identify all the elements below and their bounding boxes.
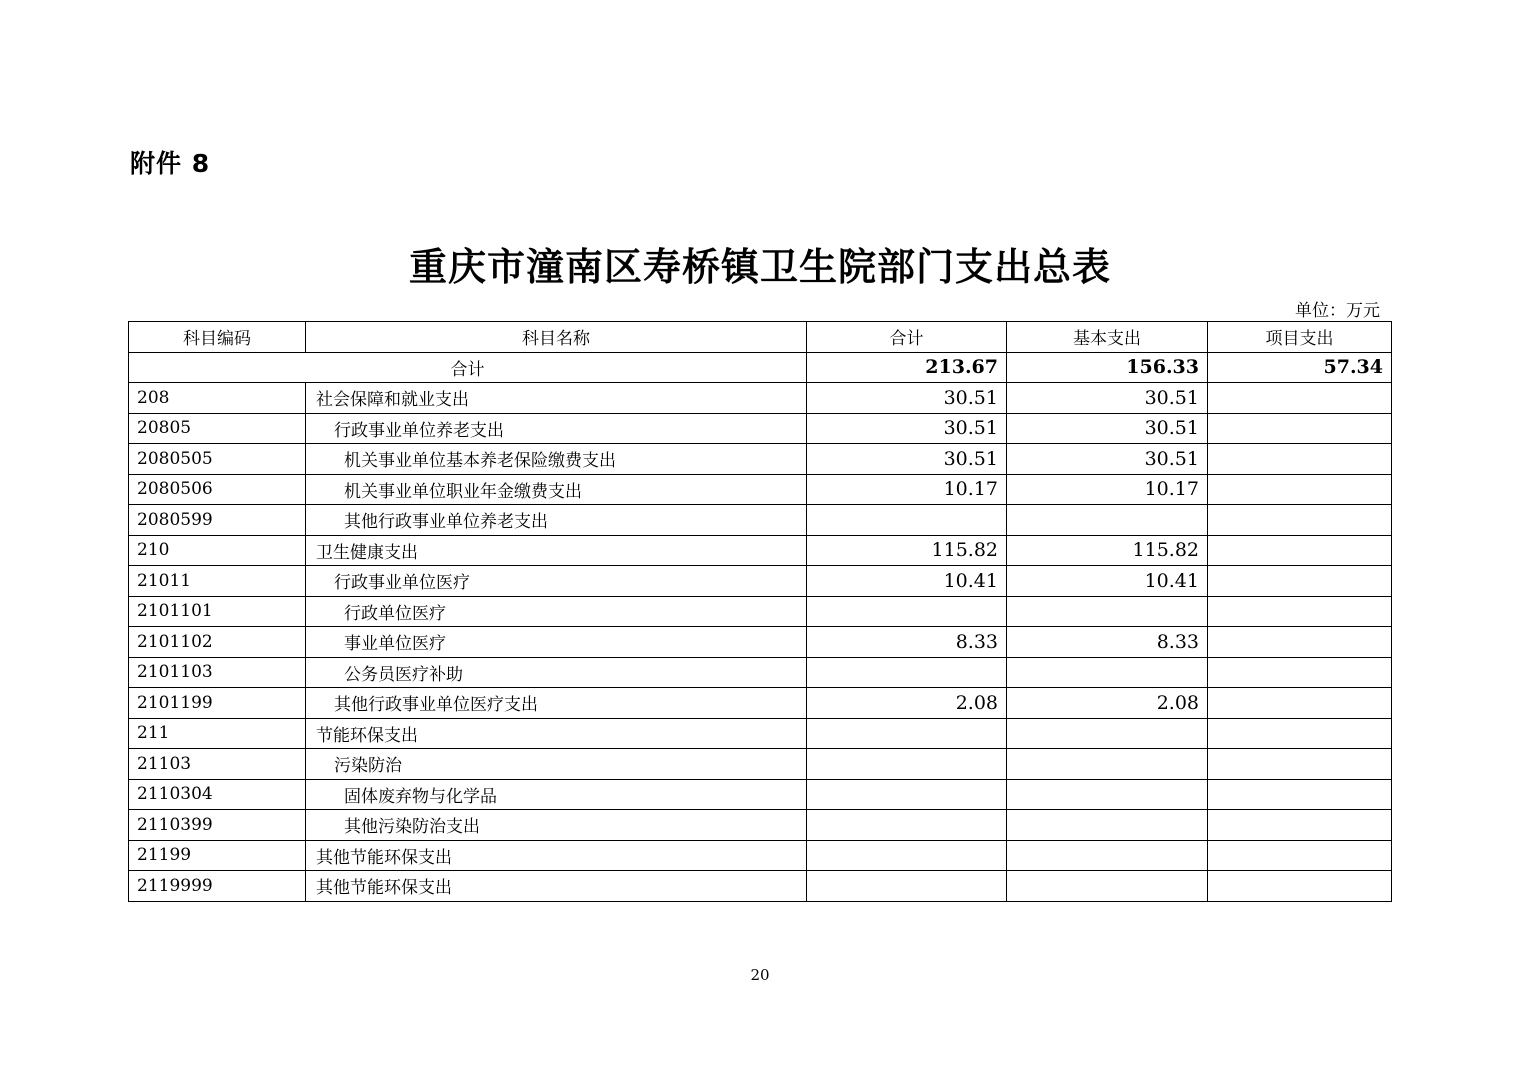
- table-row: [129, 627, 1392, 658]
- row-total: [807, 840, 1007, 871]
- row-code: 2119999: [129, 871, 306, 902]
- total-basic: 156.33: [1007, 352, 1208, 383]
- row-project: [1208, 383, 1392, 414]
- row-total: [807, 718, 1007, 749]
- row-total: [807, 657, 1007, 688]
- row-total: 2.08: [807, 688, 1007, 719]
- row-code: 2101103: [129, 657, 306, 688]
- row-name: 事业单位医疗: [306, 627, 807, 658]
- row-project: [1208, 596, 1392, 627]
- table-row: [129, 688, 1392, 719]
- row-project: [1208, 627, 1392, 658]
- row-code: 211: [129, 718, 306, 749]
- row-total: [807, 810, 1007, 841]
- row-name: 节能环保支出: [306, 718, 807, 749]
- row-code: 2101102: [129, 627, 306, 658]
- page-title: 重庆市潼南区寿桥镇卫生院部门支出总表: [408, 244, 1111, 289]
- table-row: [129, 444, 1392, 475]
- header-total: 合计: [807, 322, 1007, 353]
- row-basic: [1007, 779, 1208, 810]
- total-label: 合计: [129, 352, 807, 383]
- row-basic: [1007, 871, 1208, 902]
- page-number: 20: [750, 966, 770, 984]
- row-code: 20805: [129, 413, 306, 444]
- row-project: [1208, 718, 1392, 749]
- row-total: [807, 779, 1007, 810]
- row-project: [1208, 535, 1392, 566]
- row-project: [1208, 657, 1392, 688]
- header-name: 科目名称: [306, 322, 807, 353]
- row-code: 2080599: [129, 505, 306, 536]
- row-total: 30.51: [807, 444, 1007, 475]
- row-basic: [1007, 718, 1208, 749]
- table-row: [129, 810, 1392, 841]
- table-row: [129, 749, 1392, 780]
- row-basic: [1007, 505, 1208, 536]
- row-code: 21199: [129, 840, 306, 871]
- table-row: [129, 383, 1392, 414]
- table-row: [129, 840, 1392, 871]
- row-total: 115.82: [807, 535, 1007, 566]
- total-row: [129, 352, 1392, 383]
- row-code: 210: [129, 535, 306, 566]
- row-project: [1208, 444, 1392, 475]
- row-project: [1208, 840, 1392, 871]
- row-basic: 30.51: [1007, 383, 1208, 414]
- row-name: 社会保障和就业支出: [306, 383, 807, 414]
- row-basic: [1007, 749, 1208, 780]
- table-row: [129, 718, 1392, 749]
- row-code: 208: [129, 383, 306, 414]
- header-basic: 基本支出: [1007, 322, 1208, 353]
- row-name: 行政单位医疗: [306, 596, 807, 627]
- row-basic: 8.33: [1007, 627, 1208, 658]
- row-project: [1208, 749, 1392, 780]
- row-total: [807, 871, 1007, 902]
- total-project: 57.34: [1208, 352, 1392, 383]
- row-project: [1208, 474, 1392, 505]
- row-basic: 115.82: [1007, 535, 1208, 566]
- table-row: [129, 505, 1392, 536]
- header-code: 科目编码: [129, 322, 306, 353]
- row-name: 其他节能环保支出: [306, 840, 807, 871]
- row-basic: [1007, 596, 1208, 627]
- row-name: 污染防治: [306, 749, 807, 780]
- row-name: 公务员医疗补助: [306, 657, 807, 688]
- table-row: [129, 657, 1392, 688]
- table-row: [129, 779, 1392, 810]
- row-basic: 10.17: [1007, 474, 1208, 505]
- row-code: 2101199: [129, 688, 306, 719]
- row-basic: 10.41: [1007, 566, 1208, 597]
- row-total: [807, 596, 1007, 627]
- row-name: 其他行政事业单位医疗支出: [306, 688, 807, 719]
- row-name: 固体废弃物与化学品: [306, 779, 807, 810]
- row-total: 30.51: [807, 383, 1007, 414]
- expenditure-table: [128, 321, 1392, 902]
- row-basic: [1007, 657, 1208, 688]
- row-basic: [1007, 840, 1208, 871]
- row-code: 21011: [129, 566, 306, 597]
- row-project: [1208, 810, 1392, 841]
- row-project: [1208, 413, 1392, 444]
- unit-label: 单位：万元: [1295, 301, 1380, 321]
- row-code: 2110304: [129, 779, 306, 810]
- row-name: 其他节能环保支出: [306, 871, 807, 902]
- table-row: [129, 474, 1392, 505]
- total-total: 213.67: [807, 352, 1007, 383]
- header-project: 项目支出: [1208, 322, 1392, 353]
- table-row: [129, 871, 1392, 902]
- row-code: 2080505: [129, 444, 306, 475]
- row-basic: [1007, 810, 1208, 841]
- row-code: 2080506: [129, 474, 306, 505]
- table-row: [129, 596, 1392, 627]
- table-row: [129, 535, 1392, 566]
- row-name: 卫生健康支出: [306, 535, 807, 566]
- row-name: 机关事业单位职业年金缴费支出: [306, 474, 807, 505]
- row-total: [807, 505, 1007, 536]
- table-row: [129, 566, 1392, 597]
- row-total: 8.33: [807, 627, 1007, 658]
- attachment-label: 附件 8: [130, 149, 211, 178]
- row-basic: 2.08: [1007, 688, 1208, 719]
- row-project: [1208, 505, 1392, 536]
- row-basic: 30.51: [1007, 444, 1208, 475]
- row-project: [1208, 779, 1392, 810]
- row-name: 行政事业单位养老支出: [306, 413, 807, 444]
- row-total: 30.51: [807, 413, 1007, 444]
- row-project: [1208, 688, 1392, 719]
- table-row: [129, 413, 1392, 444]
- row-name: 机关事业单位基本养老保险缴费支出: [306, 444, 807, 475]
- row-project: [1208, 871, 1392, 902]
- row-code: 2101101: [129, 596, 306, 627]
- row-basic: 30.51: [1007, 413, 1208, 444]
- row-project: [1208, 566, 1392, 597]
- row-code: 2110399: [129, 810, 306, 841]
- row-total: 10.17: [807, 474, 1007, 505]
- row-name: 其他污染防治支出: [306, 810, 807, 841]
- row-total: [807, 749, 1007, 780]
- row-name: 其他行政事业单位养老支出: [306, 505, 807, 536]
- row-total: 10.41: [807, 566, 1007, 597]
- table-header-row: [129, 322, 1392, 353]
- row-code: 21103: [129, 749, 306, 780]
- row-name: 行政事业单位医疗: [306, 566, 807, 597]
